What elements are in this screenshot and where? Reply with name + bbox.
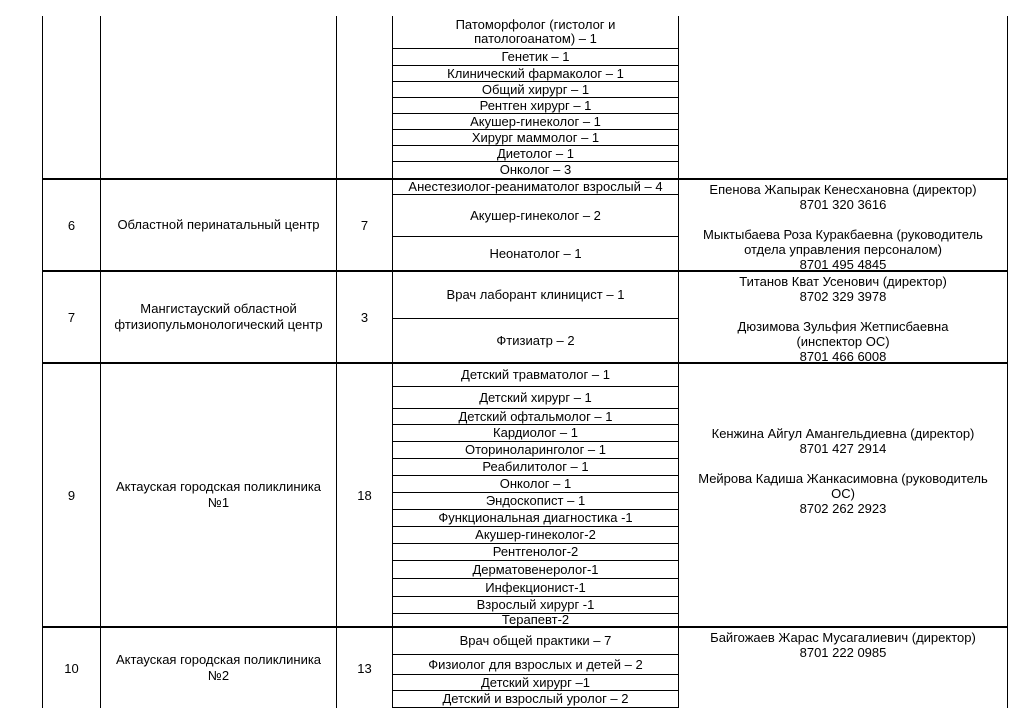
- contact-line: Титанов Кват Усенович (директор): [739, 274, 947, 289]
- contact-line: [683, 304, 1003, 319]
- contacts-cell: [679, 628, 1007, 708]
- organization-cell: [101, 16, 337, 178]
- contact-line: ОС): [831, 486, 855, 501]
- specialist-item: Акушер-гинеколог – 1: [393, 114, 678, 130]
- contacts-cell: [679, 180, 1007, 270]
- contact-line: Кенжина Айгул Амангельдиевна (директор): [711, 426, 975, 441]
- specialists-cell: [393, 364, 679, 626]
- specialist-item: Онколог – 3: [499, 162, 572, 177]
- organization-cell: Мангистауский областной фтизиопульмонологический центр: [101, 272, 337, 362]
- specialist-item: Анестезиолог-реаниматолог взрослый – 4: [393, 180, 678, 195]
- vacancies-table: [42, 16, 1008, 708]
- row-number-cell: 6: [43, 180, 101, 270]
- specialists-cell: [393, 180, 679, 270]
- vacancy-count-cell: [337, 16, 393, 178]
- specialist-item: Врач общей практики – 7: [393, 628, 678, 655]
- specialist-item: Детский хирург –1: [393, 675, 678, 691]
- specialist-item: Фтизиатр – 2: [496, 332, 575, 348]
- specialist-item: Эндоскопист – 1: [393, 493, 678, 510]
- specialist-item: Оториноларинголог – 1: [393, 442, 678, 459]
- organization-cell: Актауская городская поликлиника №1: [101, 364, 337, 626]
- contact-line: 8701 320 3616: [799, 197, 887, 212]
- organization-cell: Актауская городская поликлиника №2: [101, 628, 337, 708]
- contact-line: (инспектор ОС): [796, 334, 890, 349]
- specialist-item: Терапевт-2: [501, 612, 570, 627]
- specialist-item: Детский офтальмолог – 1: [393, 409, 678, 425]
- vacancy-count-cell: 3: [337, 272, 393, 362]
- specialist-item: Взрослый хирург -1: [393, 597, 678, 614]
- contact-line: 8701 466 6008: [799, 349, 887, 364]
- specialist-item: Кардиолог – 1: [393, 425, 678, 442]
- table-row: [43, 16, 1007, 180]
- contact-line: отдела управления персоналом): [744, 242, 942, 257]
- contact-line: 8702 262 2923: [799, 501, 887, 516]
- contact-line: [683, 212, 1003, 227]
- table-row: [43, 628, 1007, 708]
- specialist-item: Патоморфолог (гистолог и патологоанатом) – 1: [393, 16, 678, 49]
- specialist-item: Функциональная диагностика -1: [393, 510, 678, 527]
- specialist-item: Рентгенолог-2: [393, 544, 678, 561]
- vacancy-count-cell: 7: [337, 180, 393, 270]
- specialist-item: Акушер-гинеколог – 2: [393, 195, 678, 237]
- row-number-cell: 7: [43, 272, 101, 362]
- contact-line: Мейрова Кадиша Жанкасимовна (руководитель: [698, 471, 988, 486]
- contacts-cell: [679, 272, 1007, 362]
- contact-line: Байгожаев Жарас Мусагалиевич (директор): [710, 630, 976, 645]
- specialist-item: Неонатолог – 1: [489, 245, 582, 261]
- contacts-cell: [679, 16, 1007, 178]
- contacts-cell: [679, 364, 1007, 626]
- specialist-item: Инфекционист-1: [393, 579, 678, 597]
- row-number-cell: 10: [43, 628, 101, 708]
- contact-line: Епенова Жапырак Кенесхановна (директор): [709, 182, 977, 197]
- contact-line: Дюзимова Зульфия Жетписбаевна: [737, 319, 949, 334]
- contact-line: Мыктыбаева Роза Куракбаевна (руководитель: [703, 227, 983, 242]
- specialist-item: Общий хирург – 1: [393, 82, 678, 98]
- specialist-item: Онколог – 1: [393, 476, 678, 493]
- contact-line: 8702 329 3978: [799, 289, 887, 304]
- table-row: [43, 272, 1007, 364]
- table-row: [43, 180, 1007, 272]
- contact-line: 8701 427 2914: [799, 441, 887, 456]
- organization-cell: Областной перинатальный центр: [101, 180, 337, 270]
- specialist-item: Физиолог для взрослых и детей – 2: [393, 655, 678, 675]
- specialists-cell: [393, 272, 679, 362]
- contact-line: 8701 495 4845: [799, 257, 887, 272]
- specialist-item: Врач лаборант клиницист – 1: [393, 272, 678, 319]
- specialists-cell: [393, 628, 679, 708]
- contact-line: 8701 222 0985: [799, 645, 887, 660]
- specialist-item: Реабилитолог – 1: [393, 459, 678, 476]
- vacancy-count-cell: 13: [337, 628, 393, 708]
- specialist-item: Акушер-гинеколог-2: [393, 527, 678, 544]
- row-number-cell: [43, 16, 101, 178]
- specialists-cell: [393, 16, 679, 178]
- table-row: [43, 364, 1007, 628]
- row-number-cell: 9: [43, 364, 101, 626]
- specialist-item: Клинический фармаколог – 1: [393, 66, 678, 82]
- specialist-item: Диетолог – 1: [393, 146, 678, 162]
- specialist-item: Дерматовенеролог-1: [393, 561, 678, 579]
- vacancy-count-cell: 18: [337, 364, 393, 626]
- specialist-item: Генетик – 1: [393, 49, 678, 66]
- specialist-item: Рентген хирург – 1: [393, 98, 678, 114]
- specialist-item: Детский и взрослый уролог – 2: [393, 691, 678, 708]
- specialist-item: Хирург маммолог – 1: [393, 130, 678, 146]
- contact-line: [683, 456, 1003, 471]
- specialist-item: Детский хирург – 1: [393, 387, 678, 409]
- specialist-item: Детский травматолог – 1: [393, 364, 678, 387]
